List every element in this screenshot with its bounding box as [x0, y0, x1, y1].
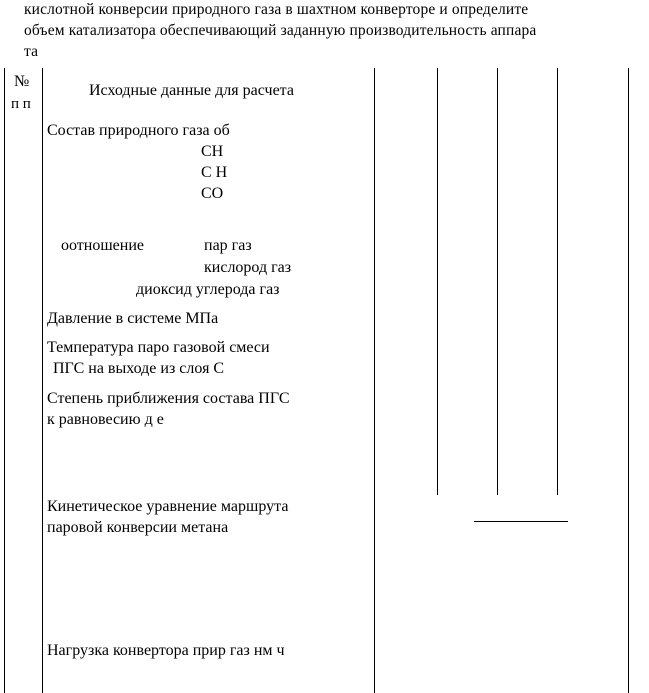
table-column-divider: [557, 68, 558, 495]
table-column-divider: [497, 68, 498, 495]
row-oxygen-gas: кислород газ: [204, 259, 292, 276]
col-data-header: Исходные данные для расчета: [89, 82, 294, 99]
row-ch4: СН: [201, 143, 224, 160]
row-co2-gas: диоксид углерода газ: [136, 281, 280, 298]
intro-line-1: кислотной конверсии природного газа в шахтном конверторе и определите: [24, 1, 529, 18]
row-equilibrium-line-1: Степень приближения состава ПГС: [47, 390, 290, 407]
row-co2: СО: [201, 185, 224, 202]
fraction-line: [474, 521, 568, 522]
row-load: Нагрузка конвертора прир газ нм ч: [47, 642, 285, 659]
table-column-divider: [42, 68, 43, 693]
row-equilibrium-line-2: к равновесию д е: [47, 411, 164, 428]
row-kinetic-line-1: Кинетическое уравнение маршрута: [47, 498, 289, 515]
col-num-header: №: [14, 73, 30, 90]
table-column-divider: [437, 68, 438, 495]
table-border-right: [628, 68, 629, 693]
row-kinetic-line-2: паровой конверсии метана: [47, 519, 229, 536]
intro-line-2: объем катализатора обеспечивающий заданную производительность аппара: [24, 22, 537, 39]
row-steam-gas: пар газ: [204, 237, 252, 254]
row-pressure: Давление в системе МПа: [47, 310, 219, 327]
row-gas-composition: Состав природного газа об: [47, 122, 230, 139]
row-temperature-line-2: ПГС на выходе из слоя С: [53, 360, 225, 377]
row-ratio-label: оотношение: [61, 237, 144, 254]
table-column-divider: [374, 68, 375, 693]
col-num-header-sub: п п: [11, 96, 31, 112]
row-temperature-line-1: Температура паро газовой смеси: [47, 339, 270, 356]
intro-line-3: та: [24, 43, 39, 60]
row-c2h6: С Н: [201, 164, 228, 181]
table-border-left: [4, 68, 5, 693]
